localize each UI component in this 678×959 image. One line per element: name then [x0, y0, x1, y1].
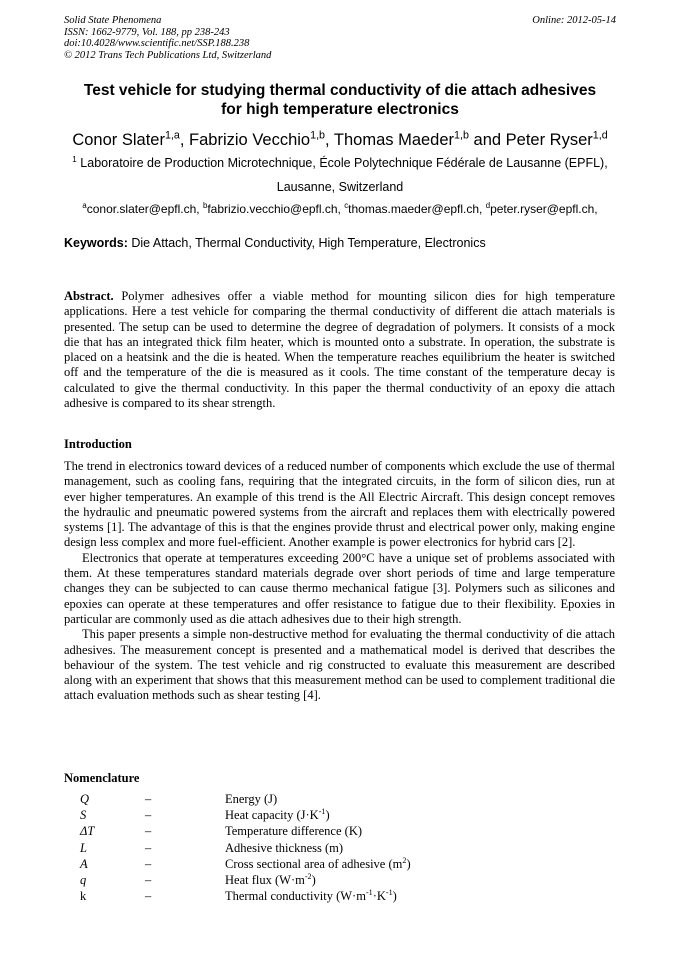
email-address[interactable]: peter.ryser@epfl.ch, [490, 202, 598, 216]
nomenclature-symbol: q [80, 872, 87, 887]
paper-title [40, 81, 640, 119]
abstract-text: Polymer adhesives offer a viable method for mounting silicon dies for high temperature applications. Here a test vehicle for comparing the thermal conductivity of different die attach materials is presented. The setup can be used to determine the degree of degradation of polymers. It consists of a mock die that has an integrated thick film heater, which is mounted onto a substrate. In operation, the substrate is placed on a heatsink and the die is heated. When the temperature reaches equilibrium the heater is switched off and the temperature of the die is measured as it cools. The time constant of the temperature decay is calculated to give the thermal conductivity. In this paper the thermal conductivity of an epoxy die attach adhesive is compared to its shear strength. [64, 289, 615, 411]
paragraph: The trend in electronics toward devices of a reduced number of components which exclude the use of thermal management, such as cooling fans, requiring that the integrated circuits, in the form of silicon dies, run at ever higher temperatures. An example of this trend is the All Electric Aircraft. This design concept removes the hydraulic and pneumatic powered systems from the aircraft and replaces them with electrically powered systems [1]. The advantage of this is that the engines provide thrust and electrical power only, making engine design less complex and more fuel-efficient. Another example is power electronics for hybrid cars [2]. [64, 459, 615, 550]
author [506, 131, 608, 149]
abstract-label: Abstract. [64, 289, 114, 303]
email-address[interactable]: conor.slater@epfl.ch, [86, 202, 203, 216]
nomenclature-dash: – [145, 856, 152, 871]
description-text: Energy (J) [225, 792, 278, 806]
nomenclature-symbol: ΔT [80, 824, 95, 839]
affiliation-text: Laboratoire de Production Microtechnique, École Polytechnique Fédérale de Lausanne (EPFL), [76, 156, 608, 170]
email-sup: b [202, 201, 208, 210]
nomenclature-dash: – [145, 808, 152, 823]
nomenclature-heading: Nomenclature [64, 771, 140, 785]
description-tail: ) [406, 856, 411, 871]
description-tail: ) [392, 889, 397, 904]
description-tail: ) [325, 808, 330, 823]
author-name: Peter Ryser [505, 131, 593, 149]
affiliation-sup: 1 [72, 154, 77, 164]
doi-line: doi:10.4028/www.scientific.net/SSP.188.238 [64, 38, 250, 49]
email-sup: c [344, 201, 349, 210]
journal-header [64, 15, 616, 61]
email-sup: a [82, 201, 87, 210]
nomenclature-symbol: L [80, 840, 87, 855]
nomenclature-dash: – [145, 872, 152, 887]
description-text: Temperature difference (K) [225, 824, 363, 839]
nomenclature-row [78, 808, 578, 824]
unit-exponent: 2 [402, 855, 407, 865]
author-sep: , [179, 131, 190, 149]
keywords-label: Keywords: [64, 236, 128, 250]
nomenclature-symbol: k [80, 889, 87, 904]
keywords [64, 236, 624, 250]
title-line-2: for high temperature electronics [221, 101, 459, 118]
email-address[interactable]: thomas.maeder@epfl.ch, [348, 202, 486, 216]
nomenclature-row [78, 792, 578, 808]
online-date: Online: 2012-05-14 [532, 15, 616, 26]
email-sup: d [485, 201, 491, 210]
description-tail: ·K [372, 889, 386, 904]
nomenclature-description [225, 808, 330, 823]
nomenclature-list [78, 792, 578, 905]
nomenclature-description [225, 824, 362, 839]
issn-line: ISSN: 1662-9779, Vol. 188, pp 238-243 [64, 26, 230, 38]
nomenclature-dash: – [145, 824, 152, 839]
author-sep: , [325, 131, 334, 149]
author-list [40, 130, 640, 150]
nomenclature-description [225, 873, 316, 888]
author [189, 131, 334, 149]
affiliation-city: Lausanne, Switzerland [276, 180, 404, 194]
affiliation [40, 156, 640, 171]
author-affil-sup: 1,a [164, 129, 180, 142]
nomenclature-symbol: A [80, 856, 88, 871]
description-text: Heat flux (W·m [225, 872, 305, 887]
author-affil-sup: 1,b [454, 129, 469, 142]
author-name: Fabrizio Vecchio [189, 131, 311, 149]
author-affil-sup: 1,b [310, 129, 326, 142]
email-list [40, 202, 640, 216]
author [334, 131, 506, 149]
nomenclature-dash: – [145, 889, 152, 904]
abstract [64, 289, 615, 411]
unit-exponent: -1 [385, 887, 393, 897]
copyright-line: © 2012 Trans Tech Publications Ltd, Switzerland [64, 49, 272, 61]
description-text: Cross sectional area of adhesive (m [225, 856, 403, 871]
nomenclature-row [78, 824, 578, 840]
keywords-text: Die Attach, Thermal Conductivity, High Temperature, Electronics [127, 236, 486, 250]
unit-exponent: -2 [304, 871, 312, 881]
author-name: Thomas Maeder [333, 131, 455, 149]
nomenclature-dash: – [145, 840, 152, 855]
nomenclature-symbol: Q [80, 792, 90, 806]
nomenclature-dash: – [145, 792, 152, 806]
nomenclature-row [78, 857, 578, 873]
nomenclature-description [225, 841, 343, 856]
paragraph: Electronics that operate at temperatures exceeding 200°C have a unique set of problems associated with them. At these temperatures standard materials degrade over short periods of time and large temperature changes they can be subjected to can cause thermo mechanical fatigue [3]. Polymers such as silicones and epoxies can operate at these temperatures and offer resistance to fatigue due to their flexibility. Epoxies in particular are commonly used as die attach adhesives due to their high strength. [64, 550, 615, 626]
nomenclature-description [225, 792, 277, 807]
nomenclature-description [225, 857, 411, 872]
nomenclature-row [78, 841, 578, 857]
nomenclature-symbol: S [80, 808, 87, 823]
introduction-body [64, 459, 615, 704]
title-line-1: Test vehicle for studying thermal conductivity of die attach adhesives [83, 82, 597, 99]
author-affil-sup: 1,d [592, 129, 608, 142]
introduction-heading: Introduction [64, 437, 132, 451]
description-text: Thermal conductivity (W·m [225, 889, 366, 904]
nomenclature-description [225, 889, 397, 904]
unit-exponent: -1 [365, 887, 373, 897]
author-sep: and [468, 131, 506, 149]
unit-exponent: -1 [318, 807, 326, 817]
journal-name: Solid State Phenomena [64, 15, 162, 26]
paragraph: This paper presents a simple non-destructive method for evaluating the thermal conductivity of die attach adhesives. The measurement concept is presented and a mathematical model is derived that describes the behaviour of the system. The test vehicle and rig constructed to evaluate this measurement are described along with an experiment that shows that this measurement method can be used to complement traditional die attach evaluation methods such as shear testing [4]. [64, 627, 615, 703]
description-text: Heat capacity (J·K [225, 808, 319, 823]
description-tail: ) [311, 872, 316, 887]
email-address[interactable]: fabrizio.vecchio@epfl.ch, [207, 202, 345, 216]
author [72, 131, 189, 149]
author-name: Conor Slater [72, 131, 165, 149]
nomenclature-row [78, 873, 578, 889]
description-text: Adhesive thickness (m) [225, 840, 344, 855]
nomenclature-row [78, 889, 578, 905]
